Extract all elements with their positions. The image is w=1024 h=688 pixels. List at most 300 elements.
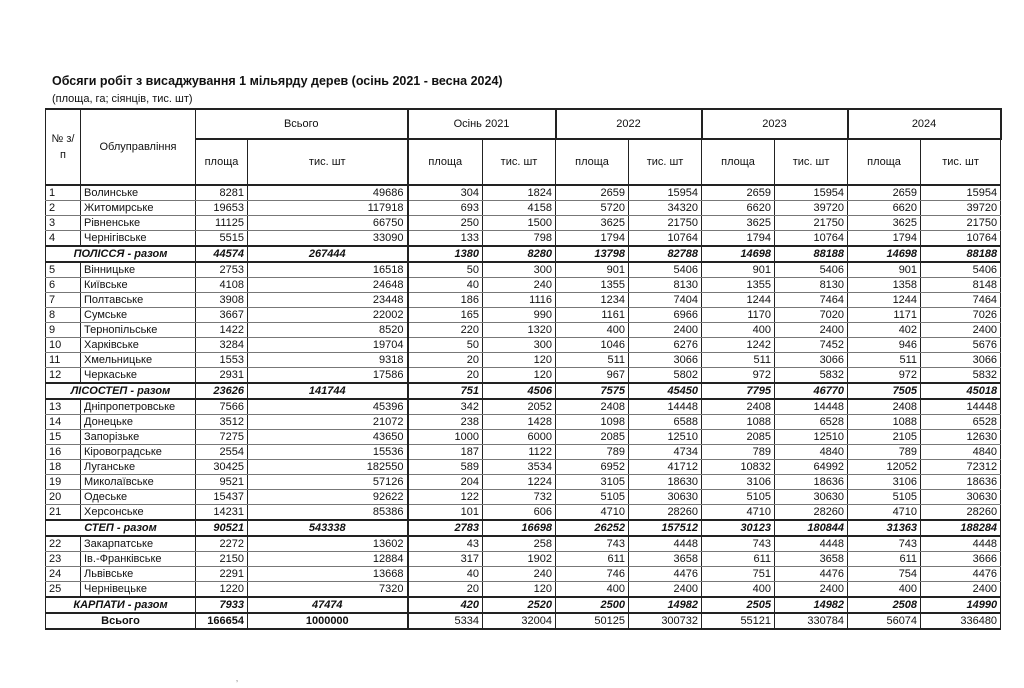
subtotal-period-seedlings: 4506	[483, 383, 556, 399]
region-name: Харківське	[81, 338, 196, 353]
total-area: 15437	[196, 490, 248, 505]
table-row	[46, 460, 1001, 475]
period-area: 6620	[848, 201, 921, 216]
period-area: 789	[702, 445, 775, 460]
subtotal-label: КАРПАТИ - разом	[46, 597, 196, 613]
period-area: 317	[408, 552, 483, 567]
table-row	[46, 185, 1001, 201]
period-seedlings: 15954	[629, 185, 702, 201]
total-area: 30425	[196, 460, 248, 475]
period-area: 1244	[848, 293, 921, 308]
subtotal-period-area: 2505	[702, 597, 775, 613]
period-seedlings: 2400	[775, 323, 848, 338]
subtotal-period-area: 7795	[702, 383, 775, 399]
region-name: Сумське	[81, 308, 196, 323]
col-header-seedlings: тис. шт	[483, 139, 556, 185]
period-seedlings: 4476	[629, 567, 702, 582]
region-name: Миколаївське	[81, 475, 196, 490]
table-row	[46, 430, 1001, 445]
subtotal-label: СТЕП - разом	[46, 520, 196, 536]
total-seedlings: 49686	[248, 185, 408, 201]
period-area: 2085	[556, 430, 629, 445]
total-seedlings: 23448	[248, 293, 408, 308]
period-seedlings: 18636	[775, 475, 848, 490]
row-number: 22	[46, 536, 81, 552]
period-area: 1794	[848, 231, 921, 247]
row-number: 7	[46, 293, 81, 308]
row-number: 2	[46, 201, 81, 216]
region-name: Чернігівське	[81, 231, 196, 247]
period-seedlings: 1320	[483, 323, 556, 338]
period-seedlings: 4734	[629, 445, 702, 460]
period-seedlings: 64992	[775, 460, 848, 475]
total-area: 14231	[196, 505, 248, 521]
row-number: 18	[46, 460, 81, 475]
period-area: 40	[408, 278, 483, 293]
col-header-area: площа	[408, 139, 483, 185]
row-number: 11	[46, 353, 81, 368]
subtotal-area: 44574	[196, 246, 248, 262]
row-number: 20	[46, 490, 81, 505]
grand-total-row	[46, 613, 1001, 629]
total-area: 1220	[196, 582, 248, 598]
period-area: 589	[408, 460, 483, 475]
period-seedlings: 240	[483, 567, 556, 582]
col-header-seedlings: тис. шт	[629, 139, 702, 185]
region-name: Запорізьке	[81, 430, 196, 445]
period-seedlings: 7020	[775, 308, 848, 323]
period-area: 511	[848, 353, 921, 368]
region-name: Львівське	[81, 567, 196, 582]
grand-total-area: 166654	[196, 613, 248, 629]
period-seedlings: 15954	[775, 185, 848, 201]
period-seedlings: 10764	[629, 231, 702, 247]
period-seedlings: 1500	[483, 216, 556, 231]
total-seedlings: 12884	[248, 552, 408, 567]
period-seedlings: 39720	[775, 201, 848, 216]
period-area: 20	[408, 368, 483, 384]
table-row	[46, 231, 1001, 247]
period-seedlings: 3666	[921, 552, 1001, 567]
period-seedlings: 7452	[775, 338, 848, 353]
period-area: 101	[408, 505, 483, 521]
period-seedlings: 28260	[921, 505, 1001, 521]
subtotal-period-area: 2783	[408, 520, 483, 536]
subtotal-area: 90521	[196, 520, 248, 536]
period-seedlings: 3534	[483, 460, 556, 475]
period-area: 901	[702, 262, 775, 278]
period-area: 186	[408, 293, 483, 308]
period-seedlings: 5832	[775, 368, 848, 384]
period-area: 3106	[848, 475, 921, 490]
total-seedlings: 17586	[248, 368, 408, 384]
period-area: 1161	[556, 308, 629, 323]
period-seedlings: 6588	[629, 415, 702, 430]
period-seedlings: 4448	[629, 536, 702, 552]
table-row	[46, 552, 1001, 567]
subtotal-row	[46, 597, 1001, 613]
period-area: 400	[556, 323, 629, 338]
period-seedlings: 4476	[775, 567, 848, 582]
period-area: 1794	[702, 231, 775, 247]
period-seedlings: 4840	[775, 445, 848, 460]
period-seedlings: 72312	[921, 460, 1001, 475]
period-seedlings: 14448	[629, 399, 702, 415]
period-seedlings: 2400	[629, 582, 702, 598]
subtotal-period-area: 2500	[556, 597, 629, 613]
grand-period-area: 55121	[702, 613, 775, 629]
period-seedlings: 3066	[775, 353, 848, 368]
period-seedlings: 3658	[775, 552, 848, 567]
total-seedlings: 85386	[248, 505, 408, 521]
period-seedlings: 4158	[483, 201, 556, 216]
total-area: 2554	[196, 445, 248, 460]
row-number: 9	[46, 323, 81, 338]
grand-period-area: 50125	[556, 613, 629, 629]
period-seedlings: 21750	[629, 216, 702, 231]
period-area: 972	[848, 368, 921, 384]
period-seedlings: 606	[483, 505, 556, 521]
period-seedlings: 5676	[921, 338, 1001, 353]
region-name: Вінницьке	[81, 262, 196, 278]
subtotal-period-seedlings: 157512	[629, 520, 702, 536]
period-area: 611	[556, 552, 629, 567]
subtotal-period-area: 30123	[702, 520, 775, 536]
period-seedlings: 120	[483, 582, 556, 598]
period-area: 220	[408, 323, 483, 338]
period-seedlings: 5406	[775, 262, 848, 278]
col-header-area: площа	[848, 139, 921, 185]
row-number: 5	[46, 262, 81, 278]
region-name: Луганське	[81, 460, 196, 475]
total-area: 2753	[196, 262, 248, 278]
period-seedlings: 6000	[483, 430, 556, 445]
table-row	[46, 399, 1001, 415]
period-seedlings: 10764	[921, 231, 1001, 247]
period-area: 40	[408, 567, 483, 582]
period-area: 6952	[556, 460, 629, 475]
row-number: 10	[46, 338, 81, 353]
period-seedlings: 2400	[629, 323, 702, 338]
row-number: 12	[46, 368, 81, 384]
period-seedlings: 18636	[921, 475, 1001, 490]
row-number: 25	[46, 582, 81, 598]
total-seedlings: 15536	[248, 445, 408, 460]
period-seedlings: 2052	[483, 399, 556, 415]
total-area: 3908	[196, 293, 248, 308]
period-seedlings: 300	[483, 262, 556, 278]
period-area: 122	[408, 490, 483, 505]
total-area: 1553	[196, 353, 248, 368]
region-name: Хмельницьке	[81, 353, 196, 368]
period-seedlings: 1122	[483, 445, 556, 460]
period-seedlings: 15954	[921, 185, 1001, 201]
period-area: 946	[848, 338, 921, 353]
period-area: 3625	[848, 216, 921, 231]
col-header-period-2024: 2024	[848, 109, 1001, 139]
grand-period-seedlings: 32004	[483, 613, 556, 629]
total-seedlings: 43650	[248, 430, 408, 445]
period-area: 751	[702, 567, 775, 582]
grand-period-seedlings: 336480	[921, 613, 1001, 629]
period-area: 743	[556, 536, 629, 552]
period-seedlings: 21750	[921, 216, 1001, 231]
subtotal-period-area: 31363	[848, 520, 921, 536]
total-seedlings: 13602	[248, 536, 408, 552]
period-seedlings: 30630	[775, 490, 848, 505]
total-area: 7275	[196, 430, 248, 445]
subtotal-period-seedlings: 188284	[921, 520, 1001, 536]
period-seedlings: 4840	[921, 445, 1001, 460]
table-body	[46, 185, 1001, 629]
period-seedlings: 6528	[775, 415, 848, 430]
region-name: Закарпатське	[81, 536, 196, 552]
total-seedlings: 182550	[248, 460, 408, 475]
total-area: 4108	[196, 278, 248, 293]
total-area: 1422	[196, 323, 248, 338]
period-area: 20	[408, 353, 483, 368]
table-row	[46, 216, 1001, 231]
period-area: 342	[408, 399, 483, 415]
period-area: 1171	[848, 308, 921, 323]
total-seedlings: 21072	[248, 415, 408, 430]
period-area: 611	[848, 552, 921, 567]
period-area: 400	[702, 323, 775, 338]
col-header-seedlings: тис. шт	[248, 139, 408, 185]
period-area: 400	[702, 582, 775, 598]
period-seedlings: 120	[483, 353, 556, 368]
period-seedlings: 798	[483, 231, 556, 247]
col-header-area: площа	[702, 139, 775, 185]
period-area: 1358	[848, 278, 921, 293]
period-area: 187	[408, 445, 483, 460]
row-number: 16	[46, 445, 81, 460]
row-number: 8	[46, 308, 81, 323]
period-seedlings: 4476	[921, 567, 1001, 582]
total-seedlings: 24648	[248, 278, 408, 293]
period-seedlings: 8130	[775, 278, 848, 293]
region-name: Тернопільське	[81, 323, 196, 338]
period-seedlings: 6966	[629, 308, 702, 323]
subtotal-period-seedlings: 82788	[629, 246, 702, 262]
grand-period-seedlings: 300732	[629, 613, 702, 629]
subtotal-period-area: 13798	[556, 246, 629, 262]
period-area: 1794	[556, 231, 629, 247]
period-seedlings: 34320	[629, 201, 702, 216]
row-number: 6	[46, 278, 81, 293]
period-seedlings: 7026	[921, 308, 1001, 323]
period-area: 4710	[556, 505, 629, 521]
period-area: 972	[702, 368, 775, 384]
period-seedlings: 5406	[921, 262, 1001, 278]
period-area: 2659	[848, 185, 921, 201]
period-seedlings: 14448	[921, 399, 1001, 415]
period-area: 50	[408, 262, 483, 278]
period-area: 611	[702, 552, 775, 567]
period-area: 2085	[702, 430, 775, 445]
row-number: 13	[46, 399, 81, 415]
period-seedlings: 300	[483, 338, 556, 353]
period-seedlings: 8148	[921, 278, 1001, 293]
total-area: 5515	[196, 231, 248, 247]
total-area: 2291	[196, 567, 248, 582]
period-seedlings: 240	[483, 278, 556, 293]
period-area: 43	[408, 536, 483, 552]
subtotal-row	[46, 246, 1001, 262]
total-area: 9521	[196, 475, 248, 490]
subtotal-period-seedlings: 16698	[483, 520, 556, 536]
period-area: 2659	[556, 185, 629, 201]
period-area: 5105	[556, 490, 629, 505]
period-seedlings: 5832	[921, 368, 1001, 384]
col-header-period-2023: 2023	[702, 109, 848, 139]
period-area: 2408	[556, 399, 629, 415]
period-area: 901	[848, 262, 921, 278]
period-area: 20	[408, 582, 483, 598]
period-area: 5105	[848, 490, 921, 505]
total-area: 8281	[196, 185, 248, 201]
col-header-area: площа	[196, 139, 248, 185]
period-area: 50	[408, 338, 483, 353]
period-area: 789	[556, 445, 629, 460]
total-seedlings: 8520	[248, 323, 408, 338]
subtotal-period-seedlings: 46770	[775, 383, 848, 399]
period-seedlings: 30630	[629, 490, 702, 505]
period-area: 133	[408, 231, 483, 247]
region-name: Київське	[81, 278, 196, 293]
region-name: Чернівецьке	[81, 582, 196, 598]
period-area: 400	[848, 582, 921, 598]
subtotal-seedlings: 543338	[248, 520, 408, 536]
period-area: 250	[408, 216, 483, 231]
period-area: 1234	[556, 293, 629, 308]
col-header-seedlings: тис. шт	[921, 139, 1001, 185]
row-number: 19	[46, 475, 81, 490]
period-seedlings: 990	[483, 308, 556, 323]
total-area: 19653	[196, 201, 248, 216]
subtotal-period-area: 7505	[848, 383, 921, 399]
table-row	[46, 323, 1001, 338]
total-area: 2272	[196, 536, 248, 552]
period-seedlings: 18630	[629, 475, 702, 490]
region-name: Дніпропетровське	[81, 399, 196, 415]
period-area: 1098	[556, 415, 629, 430]
period-area: 789	[848, 445, 921, 460]
subtotal-seedlings: 47474	[248, 597, 408, 613]
planting-table	[45, 108, 1002, 630]
total-area: 11125	[196, 216, 248, 231]
total-seedlings: 7320	[248, 582, 408, 598]
table-row	[46, 353, 1001, 368]
subtotal-period-seedlings: 14982	[629, 597, 702, 613]
row-number: 1	[46, 185, 81, 201]
period-area: 746	[556, 567, 629, 582]
period-seedlings: 4448	[775, 536, 848, 552]
total-seedlings: 57126	[248, 475, 408, 490]
period-seedlings: 258	[483, 536, 556, 552]
period-seedlings: 6528	[921, 415, 1001, 430]
region-name: Волинське	[81, 185, 196, 201]
region-name: Полтавське	[81, 293, 196, 308]
period-area: 4710	[848, 505, 921, 521]
period-seedlings: 3066	[921, 353, 1001, 368]
subtotal-label: ЛІСОСТЕП - разом	[46, 383, 196, 399]
period-area: 165	[408, 308, 483, 323]
period-seedlings: 1428	[483, 415, 556, 430]
table-row	[46, 536, 1001, 552]
period-seedlings: 1824	[483, 185, 556, 201]
period-seedlings: 2400	[921, 582, 1001, 598]
period-area: 511	[556, 353, 629, 368]
row-number: 15	[46, 430, 81, 445]
total-seedlings: 45396	[248, 399, 408, 415]
subtotal-period-seedlings: 180844	[775, 520, 848, 536]
period-area: 10832	[702, 460, 775, 475]
row-number: 14	[46, 415, 81, 430]
period-area: 2659	[702, 185, 775, 201]
table-row	[46, 338, 1001, 353]
total-seedlings: 22002	[248, 308, 408, 323]
table-row	[46, 308, 1001, 323]
subtotal-period-seedlings: 14982	[775, 597, 848, 613]
period-area: 6620	[702, 201, 775, 216]
total-seedlings: 19704	[248, 338, 408, 353]
period-seedlings: 1116	[483, 293, 556, 308]
col-header-area: площа	[556, 139, 629, 185]
document-title: Обсяги робіт з висаджування 1 мільярду дерев (осінь 2021 - весна 2024)	[52, 74, 503, 88]
total-seedlings: 13668	[248, 567, 408, 582]
period-area: 1000	[408, 430, 483, 445]
row-number: 3	[46, 216, 81, 231]
period-area: 743	[702, 536, 775, 552]
period-seedlings: 3066	[629, 353, 702, 368]
table-row	[46, 293, 1001, 308]
grand-period-area: 5334	[408, 613, 483, 629]
period-area: 5105	[702, 490, 775, 505]
subtotal-period-seedlings: 14990	[921, 597, 1001, 613]
period-seedlings: 2400	[775, 582, 848, 598]
period-area: 1088	[702, 415, 775, 430]
total-area: 3284	[196, 338, 248, 353]
subtotal-label: ПОЛІССЯ - разом	[46, 246, 196, 262]
subtotal-period-seedlings: 45018	[921, 383, 1001, 399]
subtotal-period-area: 2508	[848, 597, 921, 613]
table-row	[46, 368, 1001, 384]
period-seedlings: 41712	[629, 460, 702, 475]
subtotal-period-area: 7575	[556, 383, 629, 399]
period-area: 1088	[848, 415, 921, 430]
period-area: 754	[848, 567, 921, 582]
period-area: 693	[408, 201, 483, 216]
period-area: 5720	[556, 201, 629, 216]
period-seedlings: 732	[483, 490, 556, 505]
period-area: 511	[702, 353, 775, 368]
region-name: Одеське	[81, 490, 196, 505]
period-seedlings: 5802	[629, 368, 702, 384]
col-header-period-autumn-2021: Осінь 2021	[408, 109, 556, 139]
table-row	[46, 475, 1001, 490]
period-area: 12052	[848, 460, 921, 475]
period-area: 3106	[702, 475, 775, 490]
period-area: 3105	[556, 475, 629, 490]
region-name: Житомирське	[81, 201, 196, 216]
total-seedlings: 92622	[248, 490, 408, 505]
period-area: 901	[556, 262, 629, 278]
grand-total-seedlings: 1000000	[248, 613, 408, 629]
period-area: 967	[556, 368, 629, 384]
table-row	[46, 567, 1001, 582]
subtotal-period-area: 751	[408, 383, 483, 399]
